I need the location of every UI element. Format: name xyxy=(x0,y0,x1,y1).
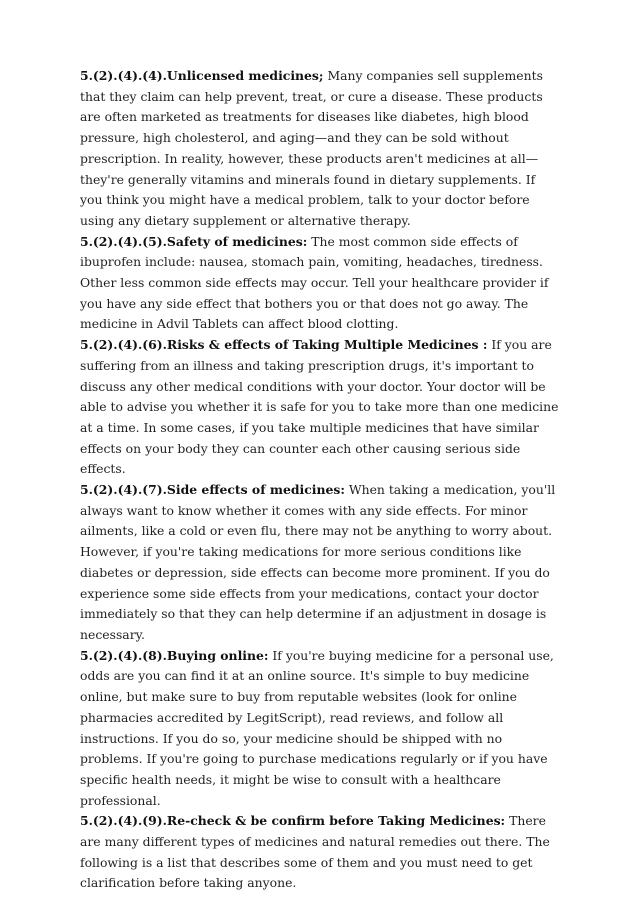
section-recheck-before-taking xyxy=(80,811,560,894)
document-page xyxy=(80,66,560,894)
section-body: When taking a medication, you'll always want to know whether it comes with any side effects. For minor ailments, like a cold or even flu, there may not be anything to worry about. However, if you're taking medications for more serious conditions like diabetes or depression, side effects can become more prominent. If you do experience some side effects from your medications, contact your doctor immediately so that they can help determine if an adjustment in dosage is necessary. xyxy=(80,482,556,642)
section-heading: 5.(2).(4).(8).Buying online: xyxy=(80,647,269,663)
section-unlicensed-medicines xyxy=(80,66,560,232)
section-buying-online xyxy=(80,646,560,812)
section-heading: 5.(2).(4).(9).Re-check & be confirm before Taking Medicines: xyxy=(80,813,506,829)
section-heading: 5.(2).(4).(4).Unlicensed medicines; xyxy=(80,68,324,83)
section-risks-multiple-medicines xyxy=(80,335,560,480)
section-body: If you're buying medicine for a personal use, odds are you can find it at an online source. It's simple to buy medicine online, but make sure to buy from reputable websites (look for online pharmacies accredited by LegitScript), read reviews, and follow all instructions. If you do so, your medicine should be shipped with no problems. If you're going to purchase medications regularly or if you have specific health needs, it might be wise to consult with a healthcare professional. xyxy=(80,647,554,808)
section-safety-of-medicines xyxy=(80,232,560,336)
section-heading: 5.(2).(4).(7).Side effects of medicines: xyxy=(80,482,345,498)
section-side-effects xyxy=(80,480,560,646)
section-heading: 5.(2).(4).(6).Risks & effects of Taking Multiple Medicines : xyxy=(80,337,488,353)
section-heading: 5.(2).(4).(5).Safety of medicines: xyxy=(80,233,308,249)
section-body: There are many different types of medicines and natural remedies out there. The following is a list that describes some of them and you must need to get clarification before taking anyone. xyxy=(80,813,550,891)
section-body: The most common side effects of ibuprofen include: nausea, stomach pain, vomiting, headaches, tiredness. Other less common side effects may occur. Tell your healthcare provider if you have any side effect that bothers you or that does not go away. The medicine in Advil Tablets can affect blood clotting. xyxy=(80,233,549,332)
section-body: Many companies sell supplements that they claim can help prevent, treat, or cure a disease. These products are often marketed as treatments for diseases like diabetes, high blood pressure, high cholesterol, and aging—and they can be sold without prescription. In reality, however, these products aren't medicines at all—they're generally vitamins and minerals found in dietary supplements. If you think you might have a medical problem, talk to your doctor before using any dietary supplement or alternative therapy. xyxy=(80,68,543,228)
section-body: If you are suffering from an illness and taking prescription drugs, it's important to discuss any other medical conditions with your doctor. Your doctor will be able to advise you whether it is safe for you to take more than one medicine at a time. In some cases, if you take multiple medicines that have similar effects on your body they can counter each other causing serious side effects. xyxy=(80,337,559,477)
